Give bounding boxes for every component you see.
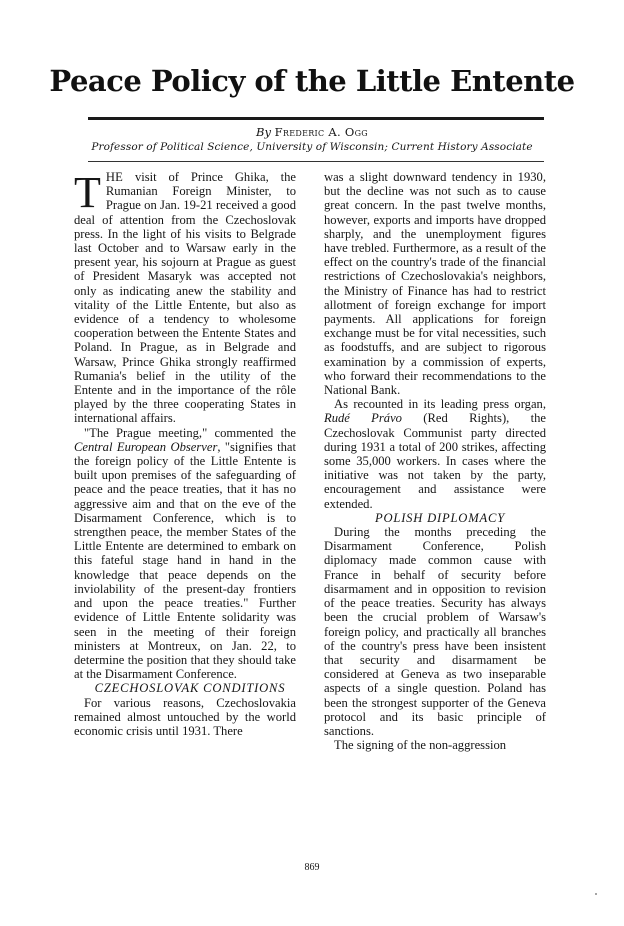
author-affiliation: Professor of Political Science, University of Wisconsin; Current History Associate xyxy=(91,141,533,153)
paragraph-non-aggression: The signing of the non-aggression xyxy=(334,738,507,753)
paragraph-text: (Red Rights), the Czechoslovak Communist party directed during 1931 a total of 200 strikes, affecting some 35,000 workers. In cases where the initiative was not taken by the party, encouragement and assistance were extended. xyxy=(324,411,546,511)
intro-paragraph xyxy=(74,170,296,426)
section-heading-czechoslovak: CZECHOSLOVAK CONDITIONS xyxy=(94,681,286,696)
paragraph-communist-party xyxy=(324,397,546,511)
paragraph-czechoslovakia: For various reasons, Czechoslovakia remained almost untouched by the world economic crisis until 1931. There xyxy=(74,695,296,738)
intro-text: visit of Prince Ghika, the Rumanian Foreign Minister, to Prague on Jan. 19-21 received a good deal of attention from the Czechoslovak press. In the light of his visits to Belgrade last October and to Warsaw early in the present year, his sojourn at Prague as guest of President Masaryk was accepted not only as indicating anew the stability and vitality of the Little Entente, but also as evidence of a tendency to wholesome cooperation between the Entente States and Poland. In Prague, as in Belgrade and Warsaw, Prince Ghika strongly reaffirmed Rumania's belief in the utility of the Entente and in the importance of the rôle played by the three cooperating States in international affairs. xyxy=(74,170,296,426)
newspaper-title: Rudé Právo xyxy=(324,411,402,426)
header-rule xyxy=(88,161,544,162)
page-number: 869 xyxy=(304,862,320,873)
paragraph-polish-diplomacy: During the months preceding the Disarmament Conference, Polish diplomacy made common cause with France in behalf of security before disarmament and in opposition to revision of the peace treaties. Security has always been the crucial problem of Warsaw's foreign policy, and practically all branches of the country's press have been insistent that security and disarmament be considered at Geneva as two inseparable aspects of a single question. Poland has been the strongest supporter of the Geneva protocol and its basic principle of sanctions. xyxy=(324,525,546,738)
journal-title: Central European Observer xyxy=(74,439,218,454)
article-title: Peace Policy of the Little Entente xyxy=(49,64,575,98)
byline-prefix: By xyxy=(256,125,275,139)
paragraph-prague-meeting xyxy=(74,426,296,682)
paragraph-text: , "signifies that the foreign policy of the Little Entente is built upon premises of the safeguarding of peace and the peace treaties, that it has no aggressive aim and that on the eve of the Disarmament Conference, which is to strengthen peace, the member States of the Little Entente are determined to embark on this fateful stage hand in hand in the knowledge that peace depends on the inviolability of the present-day frontiers and upon the peace treaties." Further evidence of Little Entente solidarity was seen in the meeting of their foreign ministers at Montreux, on Jan. 22, to determine the position that they should take at the Disarmament Conference. xyxy=(74,439,296,682)
title-rule xyxy=(88,117,544,120)
intro-caps: HE xyxy=(105,170,124,184)
paragraph-text: As recounted in its leading press organ, xyxy=(334,397,546,412)
right-column xyxy=(324,170,546,752)
drop-cap: T xyxy=(74,168,101,217)
left-column xyxy=(74,170,296,738)
paragraph-continued: was a slight downward tendency in 1930, but the decline was not such as to cause great concern. In the past twelve months, however, exports and imports have dropped sharply, and the unemployment figures have trebled. Furthermore, as a result of the effect on the country's trade of the financial restrictions of Czechoslovakia's neighbors, the Ministry of Finance has had to restrict allotment of foreign exchange for import payments. All applications for foreign exchange must be for vital necessities, such as foodstuffs, and are subject to rigorous examination by a commission of experts, who forward their recommendations to the National Bank. xyxy=(324,170,546,398)
author-name: Frederic A. Ogg xyxy=(274,125,368,139)
scan-speck xyxy=(595,893,597,895)
section-heading-polish: POLISH DIPLOMACY xyxy=(375,510,505,525)
byline xyxy=(0,125,624,139)
paragraph-text: "The Prague meeting," commented the xyxy=(84,425,296,440)
